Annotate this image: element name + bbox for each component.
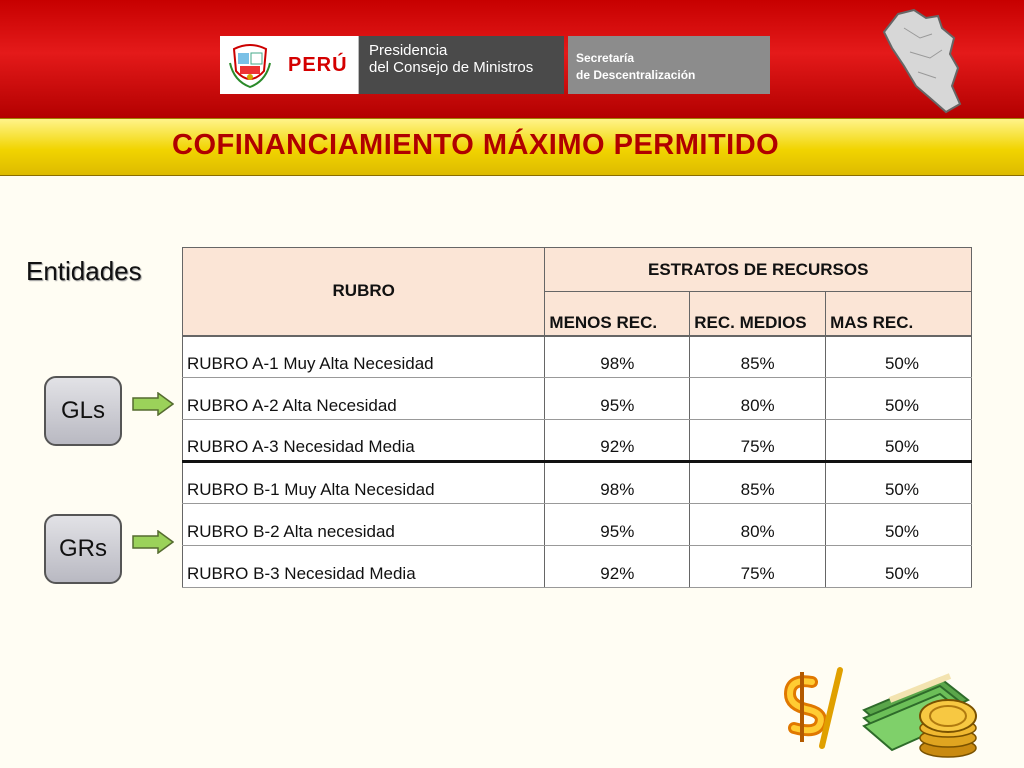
cell-menos: 92% [545,420,690,462]
sd-line2: de Descentralización [576,68,696,82]
cell-mas: 50% [826,378,972,420]
soles-symbol-icon [790,670,840,746]
government-logo [220,36,770,94]
subheader-mas: MAS REC. [826,292,972,336]
cell-menos: 98% [545,462,690,504]
cell-menos: 95% [545,504,690,546]
cofinanciamiento-table [182,247,972,588]
cell-medios: 85% [690,462,826,504]
cell-rubro: RUBRO A-1 Muy Alta Necesidad [183,336,545,378]
cell-mas: 50% [826,504,972,546]
gls-box [44,376,122,446]
cell-mas: 50% [826,462,972,504]
cell-menos: 95% [545,378,690,420]
subheader-menos: MENOS REC. [545,292,690,336]
arrow-right-icon [132,392,174,416]
table-row [183,336,972,378]
cell-medios: 85% [690,336,826,378]
sd-line1: Secretaría [576,51,635,65]
cell-mas: 50% [826,546,972,588]
cell-mas: 50% [826,420,972,462]
peru-map-icon [880,8,964,114]
cell-menos: 92% [545,546,690,588]
pcm-line2: del Consejo de Ministros [369,59,534,76]
cell-medios: 75% [690,420,826,462]
pcm-line1: Presidencia [369,42,448,59]
peru-logo-block [220,36,358,94]
money-icon [780,660,980,760]
cell-menos: 98% [545,336,690,378]
coat-of-arms-icon [228,41,272,89]
table-row [183,420,972,462]
cell-rubro: RUBRO A-2 Alta Necesidad [183,378,545,420]
cell-medios: 80% [690,378,826,420]
cell-rubro: RUBRO A-3 Necesidad Media [183,420,545,462]
grs-box [44,514,122,584]
secretaria-logo-block [568,36,770,94]
cell-mas: 50% [826,336,972,378]
table-row [183,546,972,588]
arrow-right-icon [132,530,174,554]
pcm-logo-block [358,36,564,94]
cell-medios: 80% [690,504,826,546]
grs-label: GRs [59,535,107,562]
table-row [183,378,972,420]
title-band [0,118,1024,176]
page-title: COFINANCIAMIENTO MÁXIMO PERMITIDO [172,129,780,161]
cell-rubro: RUBRO B-2 Alta necesidad [183,504,545,546]
peru-label: PERÚ [288,53,348,76]
table-row [183,504,972,546]
header-rubro: RUBRO [183,248,545,336]
cell-rubro: RUBRO B-3 Necesidad Media [183,546,545,588]
table-header-row [183,248,972,292]
table-row [183,462,972,504]
entidades-label: Entidades [26,256,142,286]
coins-icon [920,700,976,757]
cell-medios: 75% [690,546,826,588]
header-banner [0,0,1024,118]
cell-rubro: RUBRO B-1 Muy Alta Necesidad [183,462,545,504]
subheader-medios: REC. MEDIOS [690,292,826,336]
gls-label: GLs [60,397,105,424]
header-estratos: ESTRATOS DE RECURSOS [545,248,972,292]
